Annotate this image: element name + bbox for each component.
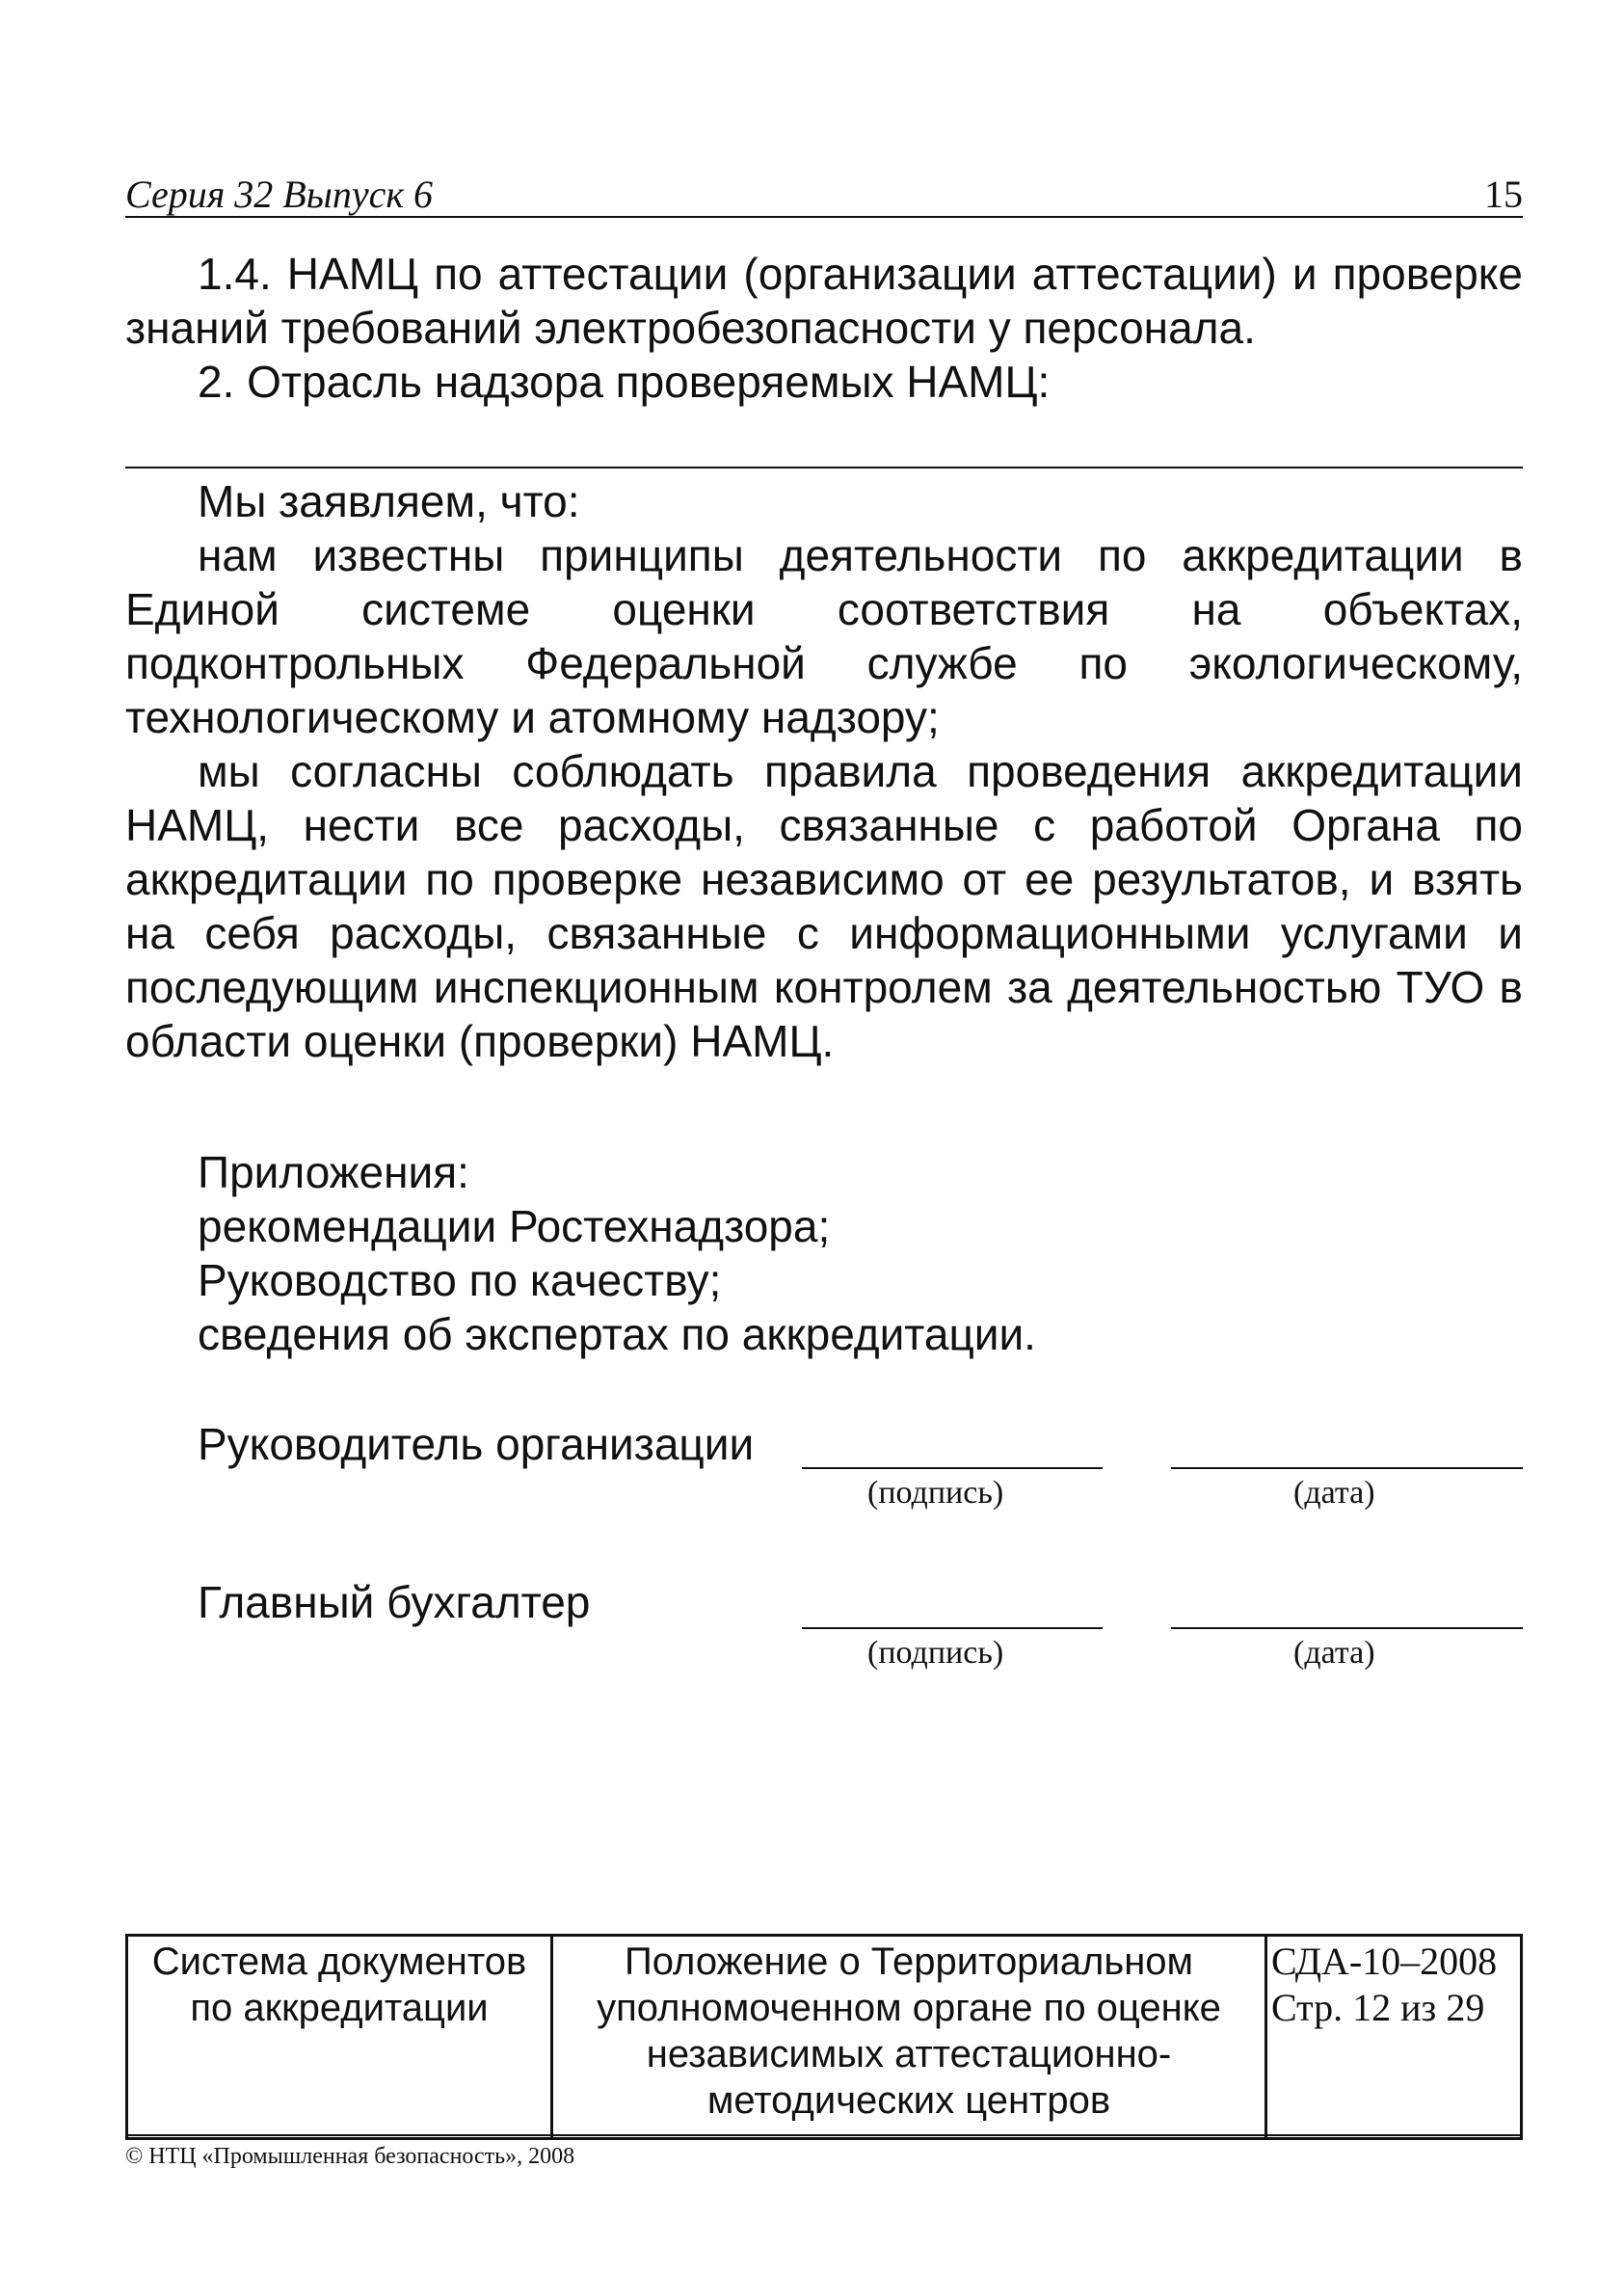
document-system-cell <box>127 1936 552 2139</box>
declaration-paragraph-2: мы согласны соблюдать правила проведения аккредитации НАМЦ, нести все расходы, связанные с работой Органа по аккредитации по проверке независимо от ее результатов, и взять на себя расходы, связанные с информационными услугами и последующим инспекционным контролем за деятельностью ТУО в области оценки (проверки) НАМЦ. <box>125 746 1523 1066</box>
section-2: 2. Отрасль надзора проверяемых НАМЦ: <box>198 357 1051 407</box>
signature-role: Руководитель организации <box>198 1419 755 1469</box>
attachment-item: сведения об экспертах по аккредитации. <box>198 1309 1036 1359</box>
attachment-item: Руководство по качеству; <box>198 1255 722 1305</box>
cell-line: Система документов <box>151 1940 527 1983</box>
date-caption: (дата) <box>1293 1635 1375 1671</box>
page-count: Стр. 12 из 29 <box>1271 1986 1485 2029</box>
document-info-table <box>125 1934 1523 2140</box>
attachment-item: рекомендации Ростехнадзора; <box>198 1201 831 1251</box>
document-id-cell <box>1266 1936 1522 2139</box>
document-title-cell <box>552 1936 1266 2139</box>
signature-line <box>802 1627 1103 1629</box>
cell-line: уполномоченном органе по оценке <box>597 1987 1221 2029</box>
copyright-notice: © НТЦ «Промышленная безопасность», 2008 <box>125 2144 575 2169</box>
signature-role: Главный бухгалтер <box>198 1577 591 1627</box>
declaration-intro: Мы заявляем, что: <box>198 476 580 526</box>
date-line <box>1171 1627 1523 1629</box>
series-label: Серия 32 Выпуск 6 <box>125 173 434 216</box>
blank-fill-line <box>125 467 1523 468</box>
document-code: СДА-10–2008 <box>1271 1940 1498 1983</box>
cell-line: Положение о Территориальном <box>624 1940 1194 1983</box>
signature-caption: (подпись) <box>867 1475 1004 1511</box>
table-row <box>127 1936 1522 2139</box>
cell-line: по аккредитации <box>190 1987 489 2029</box>
section-1-4: 1.4. НАМЦ по аттестации (организации аттестации) и проверке знаний требований электробезопасности у персонала. <box>125 249 1523 353</box>
page-header <box>125 170 1523 218</box>
date-caption: (дата) <box>1293 1475 1375 1511</box>
date-line <box>1171 1467 1523 1469</box>
attachments-title: Приложения: <box>198 1147 469 1197</box>
signature-caption: (подпись) <box>867 1635 1004 1671</box>
cell-line: методических центров <box>706 2079 1111 2122</box>
signature-line <box>802 1467 1103 1469</box>
declaration-paragraph-1: нам известны принципы деятельности по аккредитации в Единой системе оценки соответствия на объектах, подконтрольных Федеральной службе по экологическому, технологическому и атомному надзору; <box>125 530 1523 742</box>
footer-rule <box>125 2134 1523 2136</box>
page-number: 15 <box>1484 173 1523 216</box>
cell-line: независимых аттестационно- <box>646 2033 1172 2075</box>
